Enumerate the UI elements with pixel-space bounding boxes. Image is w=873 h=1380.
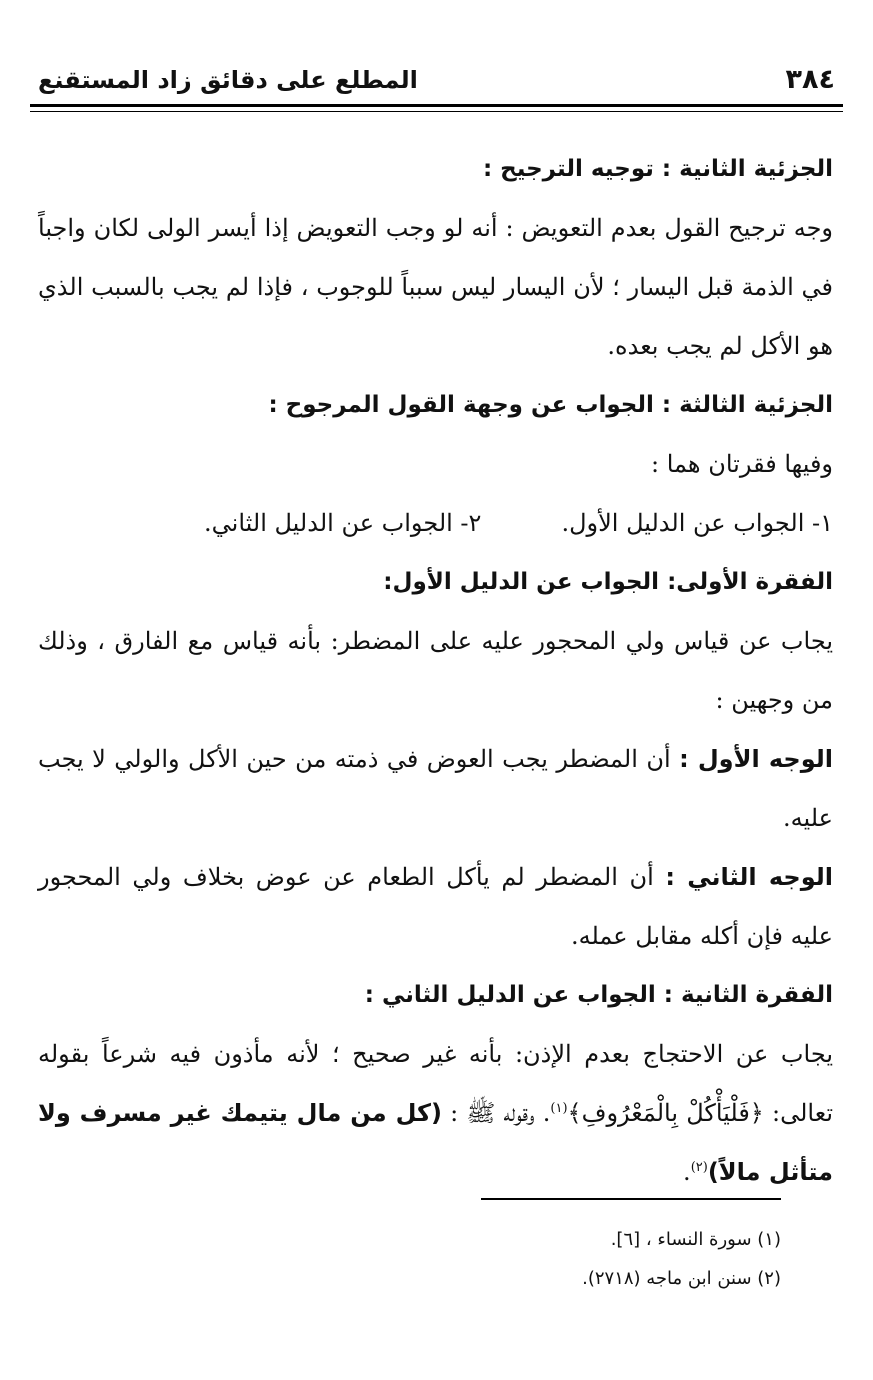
page-number: ٣٨٤ [785, 64, 835, 95]
main-text [38, 140, 833, 1202]
section-heading-justification: الجزئية الثانية : توجيه الترجيح : [482, 156, 833, 182]
period: . [683, 1158, 691, 1186]
paragraph-first-answer: يجاب عن قياس ولي المحجور عليه على المضطر: بأنه قياس مع الفارق ، وذلك من وجهين : [38, 627, 833, 714]
numbered-list [38, 494, 833, 553]
subsection-heading-second: الفقرة الثانية : الجواب عن الدليل الثاني : [364, 982, 833, 1008]
subsection-heading-first: الفقرة الأولى: الجواب عن الدليل الأول: [383, 569, 833, 595]
book-title: المطلع على دقائق زاد المستقنع [38, 66, 418, 94]
answer-text-cont: . وقوله ﷺ : [441, 1099, 551, 1127]
list-item: ٢- الجواب عن الدليل الثاني. [204, 509, 482, 537]
footnote: (٢) سنن ابن ماجه (٢٧١٨). [582, 1268, 781, 1289]
page-header [30, 62, 843, 107]
aspect-text: أن المضطر لم يأكل الطعام عن عوض بخلاف ولي المحجور عليه فإن أكله مقابل عمله. [38, 863, 833, 950]
list-item: ١- الجواب عن الدليل الأول. [561, 509, 833, 537]
paragraph-justification: وجه ترجيح القول بعدم التعويض : أنه لو وجب التعويض إذا أيسر الولى لكان واجباً في الذمة قبل اليسار ؛ لأن اليسار ليس سبباً للوجوب ، فإذا لم يجب بالسبب الذي هو الأكل لم يجب بعده. [38, 214, 834, 360]
footnote-divider [481, 1198, 781, 1200]
hadith-quote: (كل من مال يتيمك غير مسرف ولا متأثل مالاً) [38, 1099, 833, 1186]
paragraph-intro: وفيها فقرتان هما : [651, 450, 833, 478]
paragraph-first-aspect [38, 730, 833, 848]
section-heading-answer: الجزئية الثالثة : الجواب عن وجهة القول المرجوح : [268, 392, 833, 418]
answer-text: يجاب عن الاحتجاج بعدم الإذن: بأنه غير صحيح ؛ لأنه مأذون فيه شرعاً بقوله تعالى: ﴿فَلْيَأْكُلْ بِالْمَعْرُوفِ﴾ [38, 1040, 833, 1127]
footnotes [582, 1220, 781, 1298]
footnote: (١) سورة النساء ، [٦]. [610, 1229, 781, 1250]
aspect-text: أن المضطر يجب العوض في ذمته من حين الأكل والولي لا يجب عليه. [38, 745, 833, 832]
footnote-ref: (١) [550, 1101, 568, 1116]
paragraph-second-aspect [38, 848, 833, 966]
aspect-label: الوجه الثاني : [665, 863, 833, 891]
paragraph-second-answer [38, 1025, 833, 1202]
aspect-label: الوجه الأول : [679, 745, 833, 773]
footnote-ref: (٢) [690, 1160, 708, 1175]
